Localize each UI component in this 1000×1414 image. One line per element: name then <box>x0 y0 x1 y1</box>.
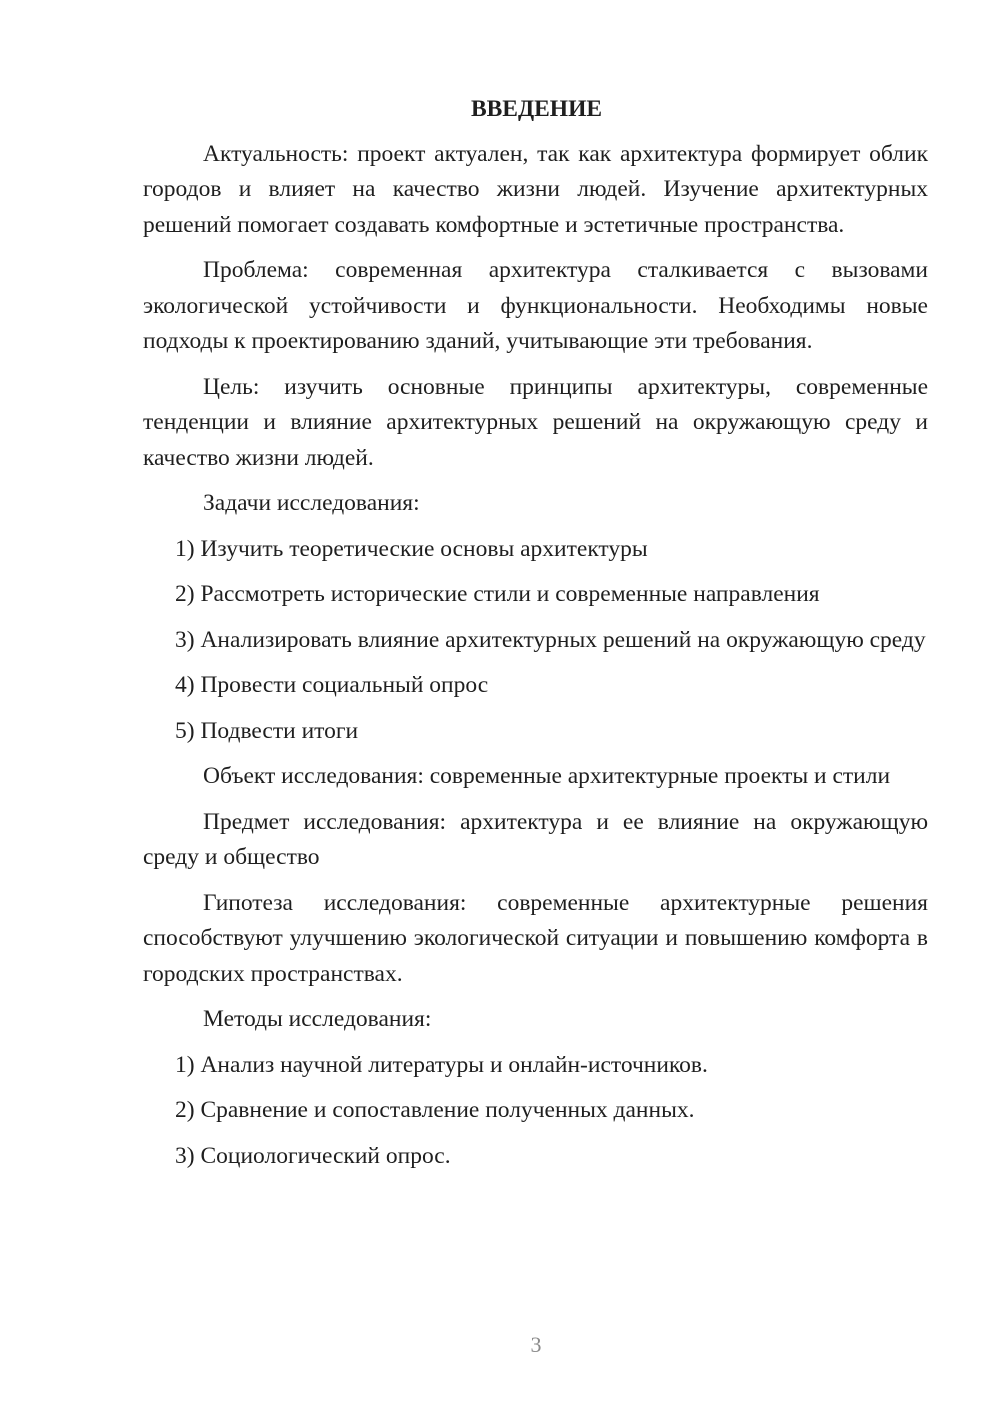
methods-heading: Методы исследования: <box>203 1006 432 1032</box>
hypothesis-paragraph: Гипотеза исследования: современные архитектурные решения способствуют улучшению экологической ситуации и повышению комфорта в городских пространствах. <box>143 889 928 987</box>
task-item: 5) Подвести итоги <box>175 717 359 744</box>
task-item: 3) Анализировать влияние архитектурных решений на окружающую среду <box>175 626 926 653</box>
method-item: 2) Сравнение и сопоставление полученных данных. <box>175 1097 695 1123</box>
method-item: 3) Социологический опрос. <box>175 1142 451 1169</box>
page-content <box>143 92 928 1184</box>
task-item: 4) Провести социальный опрос <box>175 672 489 698</box>
subject-paragraph: Предмет исследования: архитектура и ее влияние на окружающую среду и общество <box>143 808 928 870</box>
relevance-paragraph: Актуальность: проект актуален, так как архитектура формирует облик городов и влияет на качество жизни людей. Изучение архитектурных решений помогает создавать комфортные и эстетичные пространства. <box>143 140 928 238</box>
problem-paragraph: Проблема: современная архитектура сталкивается с вызовами экологической устойчивости и функциональности. Необходимы новые подходы к проектированию зданий, учитывающие эти требования. <box>143 257 928 354</box>
page-number: 3 <box>530 1332 542 1357</box>
task-item: 1) Изучить теоретические основы архитектуры <box>175 535 648 562</box>
object-paragraph: Объект исследования: современные архитектурные проекты и стили <box>203 763 891 789</box>
tasks-heading: Задачи исследования: <box>203 490 420 516</box>
section-title: ВВЕДЕНИЕ <box>470 96 603 122</box>
method-item: 1) Анализ научной литературы и онлайн-источников. <box>175 1051 708 1078</box>
goal-paragraph: Цель: изучить основные принципы архитектуры, современные тенденции и влияние архитектурных решений на окружающую среду и качество жизни людей. <box>143 373 928 471</box>
task-item: 2) Рассмотреть исторические стили и современные направления <box>175 581 820 607</box>
